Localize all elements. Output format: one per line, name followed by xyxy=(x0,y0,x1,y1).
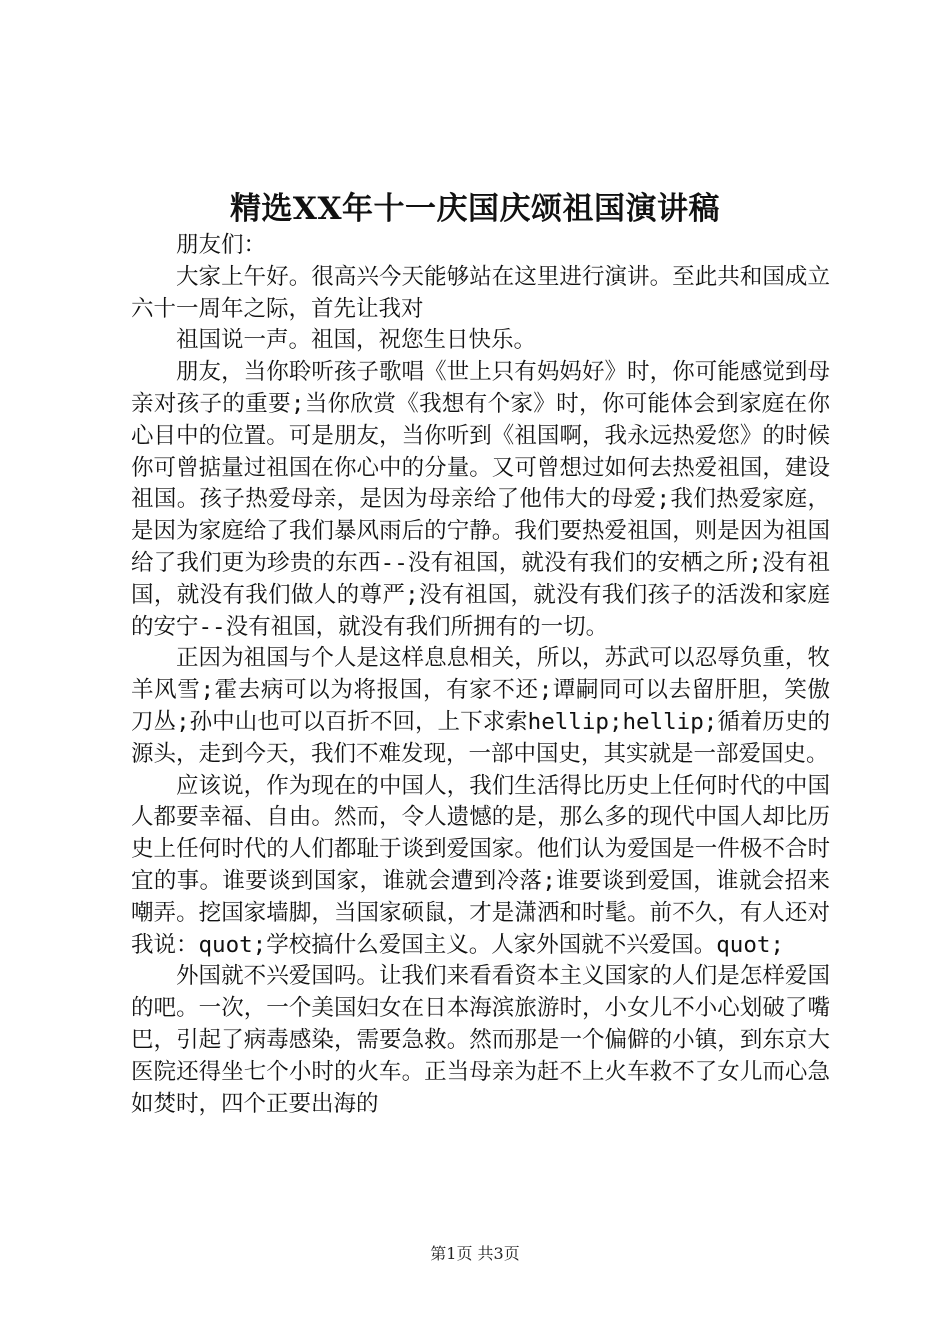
document-body xyxy=(131,230,830,1120)
paragraph-love-motherland: 朋友，当你聆听孩子歌唱《世上只有妈妈好》时，你可能感觉到母亲对孩子的重要;当你欣赏《我想有个家》时，你可能体会到家庭在你心目中的位置。可是朋友，当你听到《祖国啊，我永远热爱您》的时候你可曾掂量过祖国在你心中的分量。又可曾想过如何去热爱祖国，建设祖国。孩子热爱母亲，是因为母亲给了他伟大的母爱;我们热爱家庭，是因为家庭给了我们暴风雨后的宁静。我们要热爱祖国，则是因为祖国给了我们更为珍贵的东西--没有祖国，就没有我们的安栖之所;没有祖国，就没有我们做人的尊严;没有祖国，就没有我们孩子的活泼和家庭的安宁--没有祖国，就没有我们所拥有的一切。 xyxy=(131,359,830,640)
paragraph-birthday-wish: 祖国说一声。祖国，祝您生日快乐。 xyxy=(176,327,537,354)
paragraph-foreign-example: 外国就不兴爱国吗。让我们来看看资本主义国家的人们是怎样爱国的吧。一次，一个美国妇女在日本海滨旅游时，小女儿不小心划破了嘴巴，引起了病毒感染，需要急救。然而那是一个偏僻的小镇，到东京大医院还得坐七个小时的火车。正当母亲为赶不上火车救不了女儿而心急如焚时，四个正要出海的 xyxy=(131,963,830,1117)
paragraph-opening: 大家上午好。很高兴今天能够站在这里进行演讲。至此共和国成立六十一周年之际，首先让我对 xyxy=(131,263,830,322)
document-title: 精选XX年十一庆国庆颂祖国演讲稿 xyxy=(229,191,721,227)
page-number-footer: 第1页 共3页 xyxy=(430,1244,520,1263)
paragraph-history: 正因为祖国与个人是这样息息相关，所以，苏武可以忍辱负重，牧羊风雪;霍去病可以为将报国，有家不还;谭嗣同可以去留肝胆，笑傲刀丛;孙中山也可以百折不回，上下求索hellip;hellip;循着历史的源头，走到今天，我们不难发现，一部中国史，其实就是一部爱国史。 xyxy=(131,645,830,767)
paragraph-greeting: 朋友们： xyxy=(176,232,267,258)
paragraph-modern-chinese: 应该说，作为现在的中国人，我们生活得比历史上任何时代的中国人都要幸福、自由。然而，令人遗憾的是，那么多的现代中国人却比历史上任何时代的人们都耻于谈到爱国家。他们认为爱国是一件极不合时宜的事。谁要谈到国家，谁就会遭到冷落;谁要谈到爱国，谁就会招来嘲弄。挖国家墙脚，当国家硕鼠，才是潇洒和时髦。前不久，有人还对我说：quot;学校搞什么爱国主义。人家外国就不兴爱国。quot; xyxy=(131,772,830,958)
